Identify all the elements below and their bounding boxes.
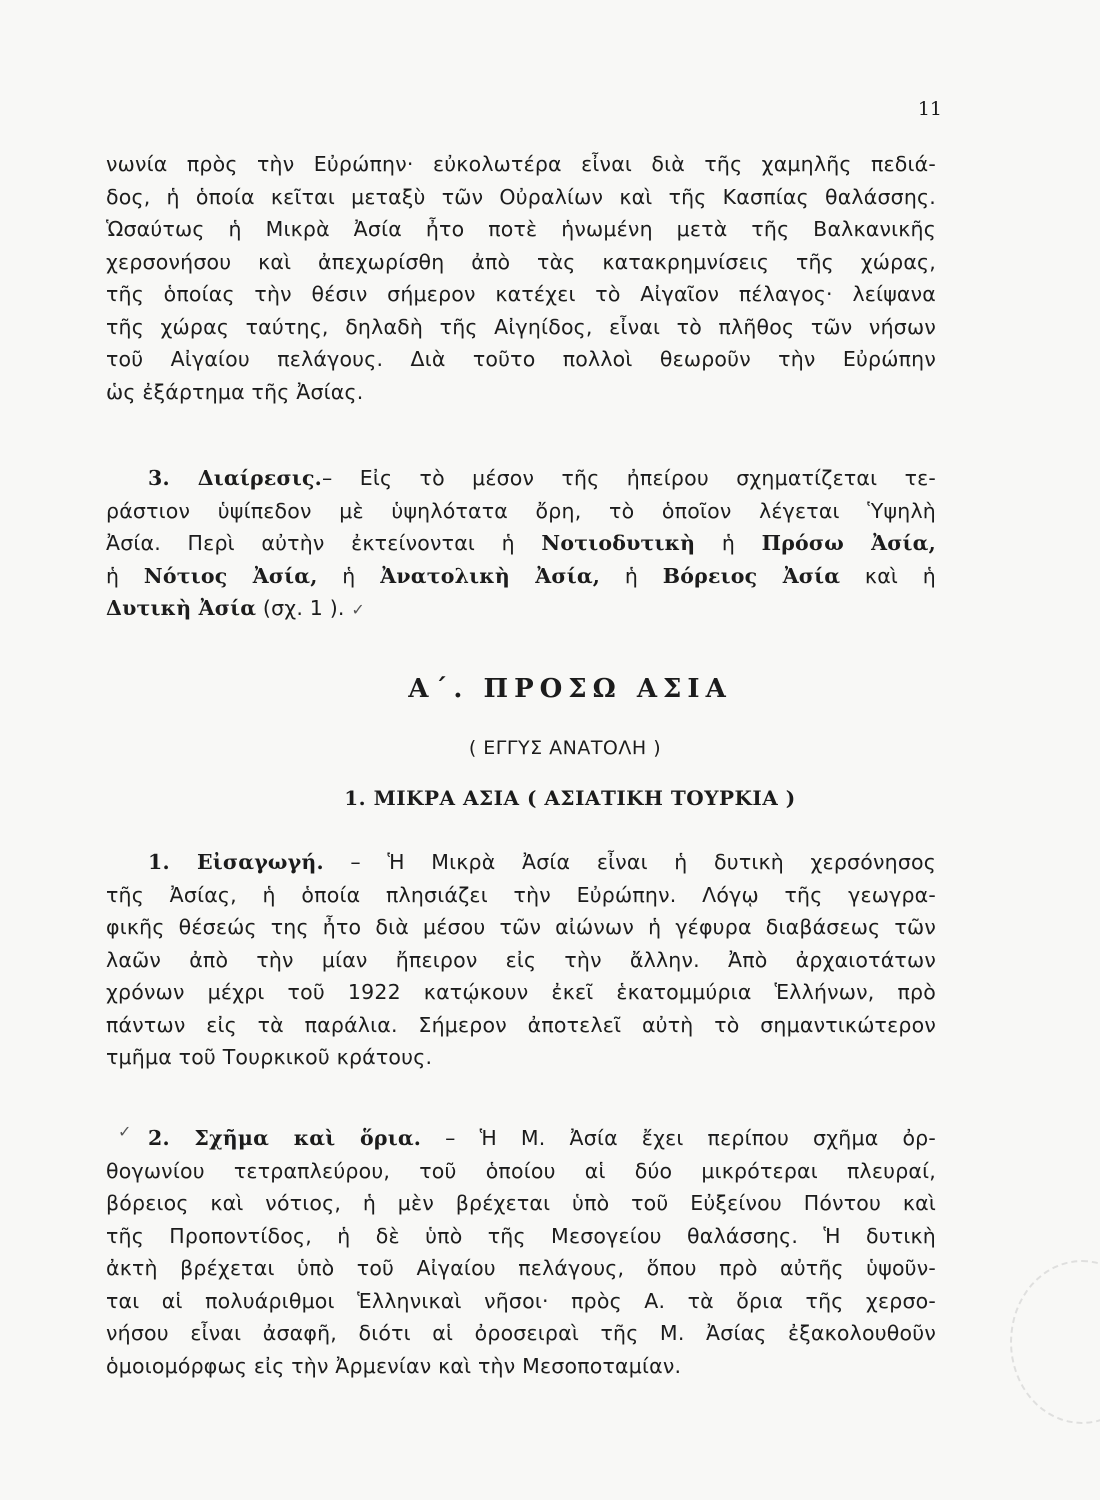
region-south: Νότιος Ἀσία,: [143, 563, 318, 588]
paragraph-continuation: [106, 148, 936, 408]
region-near: Πρόσω Ἀσία,: [761, 531, 936, 555]
text-line: δος, ἡ ὁποία κεῖται μεταξὺ τῶν Οὐραλίων καὶ τῆς Κασπίας θαλάσσης.: [106, 184, 936, 209]
paragraph-introduction: [106, 846, 936, 1074]
text-line: τῆς ὁποίας τὴν θέσιν σήμερον κατέχει τὸ Αἰγαῖον πέλαγος· λείψανα: [106, 282, 936, 306]
text-line: ὁμοιομόρφως εἰς τὴν Ἀρμενίαν καὶ τὴν Μεσοποταμίαν.: [106, 1353, 682, 1378]
section-title-introduction: 1. Εἰσαγωγή.: [148, 850, 324, 874]
text-line: ἀκτὴ βρέχεται ὑπὸ τοῦ Αἰγαίου πελάγους, ὅπου πρὸ αὐτῆς ὑψοῦν-: [106, 1256, 936, 1280]
region-west: Δυτικὴ Ἀσία: [106, 596, 257, 620]
text-line: τμῆμα τοῦ Τουρκικοῦ κράτους.: [106, 1045, 433, 1069]
chapter-subheading: ( ΕΓΓΥΣ ΑΝΑΤΟΛΗ ): [468, 737, 662, 759]
text-line: θογωνίου τετραπλεύρου, τοῦ ὁποίου αἱ δύο μικρότεραι πλευραί,: [106, 1158, 936, 1183]
text-line: τῆς χώρας ταύτης, δηλαδὴ τῆς Αἰγηίδος, εἶναι τὸ πλῆθος τῶν νήσων: [106, 314, 936, 339]
chapter-heading: Α΄. ΠΡΟΣΩ ΑΣΙΑ: [408, 674, 732, 704]
text-line: βόρειος καὶ νότιος, ἡ μὲν βρέχεται ὑπὸ τοῦ Εὐξείνου Πόντου καὶ: [106, 1191, 936, 1215]
text-line: Δυτικὴ Ἀσία (σχ. 1 ). ✓: [106, 596, 365, 620]
text-line: 3. Διαίρεσις.– Εἰς τὸ μέσον τῆς ἠπείρου σχηματίζεται τε-: [148, 466, 936, 490]
text-line: τοῦ Αἰγαίου πελάγους. Διὰ τοῦτο πολλοὶ θεωροῦν τὴν Εὐρώπην: [106, 347, 936, 371]
text-line: τῆς Προποντίδος, ἡ δὲ ὑπὸ τῆς Μεσογείου θαλάσσης. Ἡ δυτικὴ: [106, 1223, 936, 1248]
region-southwest: Νοτιοδυτικὴ: [541, 531, 696, 555]
text-line: ὡς ἐξάρτημα τῆς Ἀσίας.: [106, 379, 364, 404]
library-stamp: [1010, 1260, 1100, 1424]
text-line: νωνία πρὸς τὴν Εὐρώπην· εὐκολωτέρα εἶναι διὰ τῆς χαμηλῆς πεδιά-: [106, 152, 936, 176]
pencil-mark-icon: ✓: [118, 1122, 132, 1141]
page-number: 11: [917, 98, 942, 120]
text-line: 2. Σχῆμα καὶ ὅρια. – Ἡ Μ. Ἀσία ἔχει περίπου σχῆμα ὀρ-: [148, 1126, 936, 1150]
text-line: πάντων εἰς τὰ παράλια. Σήμερον ἀποτελεῖ αὐτὴ τὸ σημαντικώτερον: [106, 1012, 936, 1037]
text-line: νήσου εἶναι ἀσαφῆ, διότι αἱ ὀροσειραὶ τῆς Μ. Ἀσίας ἐξακολουθοῦν: [106, 1321, 936, 1345]
paragraph-divisions: [106, 462, 936, 625]
text-line: χερσονήσου καὶ ἀπεχωρίσθη ἀπὸ τὰς κατακρημνίσεις τῆς χώρας,: [106, 249, 936, 274]
text-line: λαῶν ἀπὸ τὴν μίαν ἤπειρον εἰς τὴν ἄλλην. Ἀπὸ ἀρχαιοτάτων: [106, 947, 936, 972]
region-north: Βόρειος Ἀσία: [662, 563, 841, 588]
section-heading: 1. ΜΙΚΡΑ ΑΣΙΑ ( ΑΣΙΑΤΙΚΗ ΤΟΥΡΚΙΑ ): [344, 786, 796, 810]
section-title-shape: 2. Σχῆμα καὶ ὅρια.: [148, 1126, 422, 1150]
pencil-mark-icon: ✓: [351, 600, 365, 619]
region-east: Ἀνατολικὴ Ἀσία,: [380, 563, 601, 588]
text-line: χρόνων μέχρι τοῦ 1922 κατῴκουν ἐκεῖ ἑκατομμύρια Ἑλλήνων, πρὸ: [106, 980, 936, 1004]
section-title-divisions: 3. Διαίρεσις.: [148, 466, 322, 490]
paragraph-shape-borders: [106, 1122, 936, 1382]
text-line: Ἀσία. Περὶ αὐτὴν ἐκτείνονται ἡ Νοτιοδυτικὴ ἡ Πρόσω Ἀσία,: [106, 531, 936, 555]
text-line: τῆς Ἀσίας, ἡ ὁποία πλησιάζει τὴν Εὐρώπην. Λόγῳ τῆς γεωγρα-: [106, 882, 936, 907]
text-line: Ὡσαύτως ἡ Μικρὰ Ἀσία ἦτο ποτὲ ἡνωμένη μετὰ τῆς Βαλκανικῆς: [106, 217, 936, 241]
text-line: ράστιον ὑψίπεδον μὲ ὑψηλότατα ὄρη, τὸ ὁποῖον λέγεται Ὑψηλὴ: [106, 498, 936, 523]
text-line: ται αἱ πολυάριθμοι Ἑλληνικαὶ νῆσοι· πρὸς Α. τὰ ὅρια τῆς χερσο-: [106, 1288, 936, 1313]
text-line: ἡ Νότιος Ἀσία, ἡ Ἀνατολικὴ Ἀσία, ἡ Βόρειος Ἀσία καὶ ἡ: [106, 563, 936, 588]
text-line: φικῆς θέσεώς της ἦτο διὰ μέσου τῶν αἰώνων ἡ γέφυρα διαβάσεως τῶν: [106, 915, 936, 939]
text-line: 1. Εἰσαγωγή. – Ἡ Μικρὰ Ἀσία εἶναι ἡ δυτικὴ χερσόνησος: [148, 850, 936, 874]
